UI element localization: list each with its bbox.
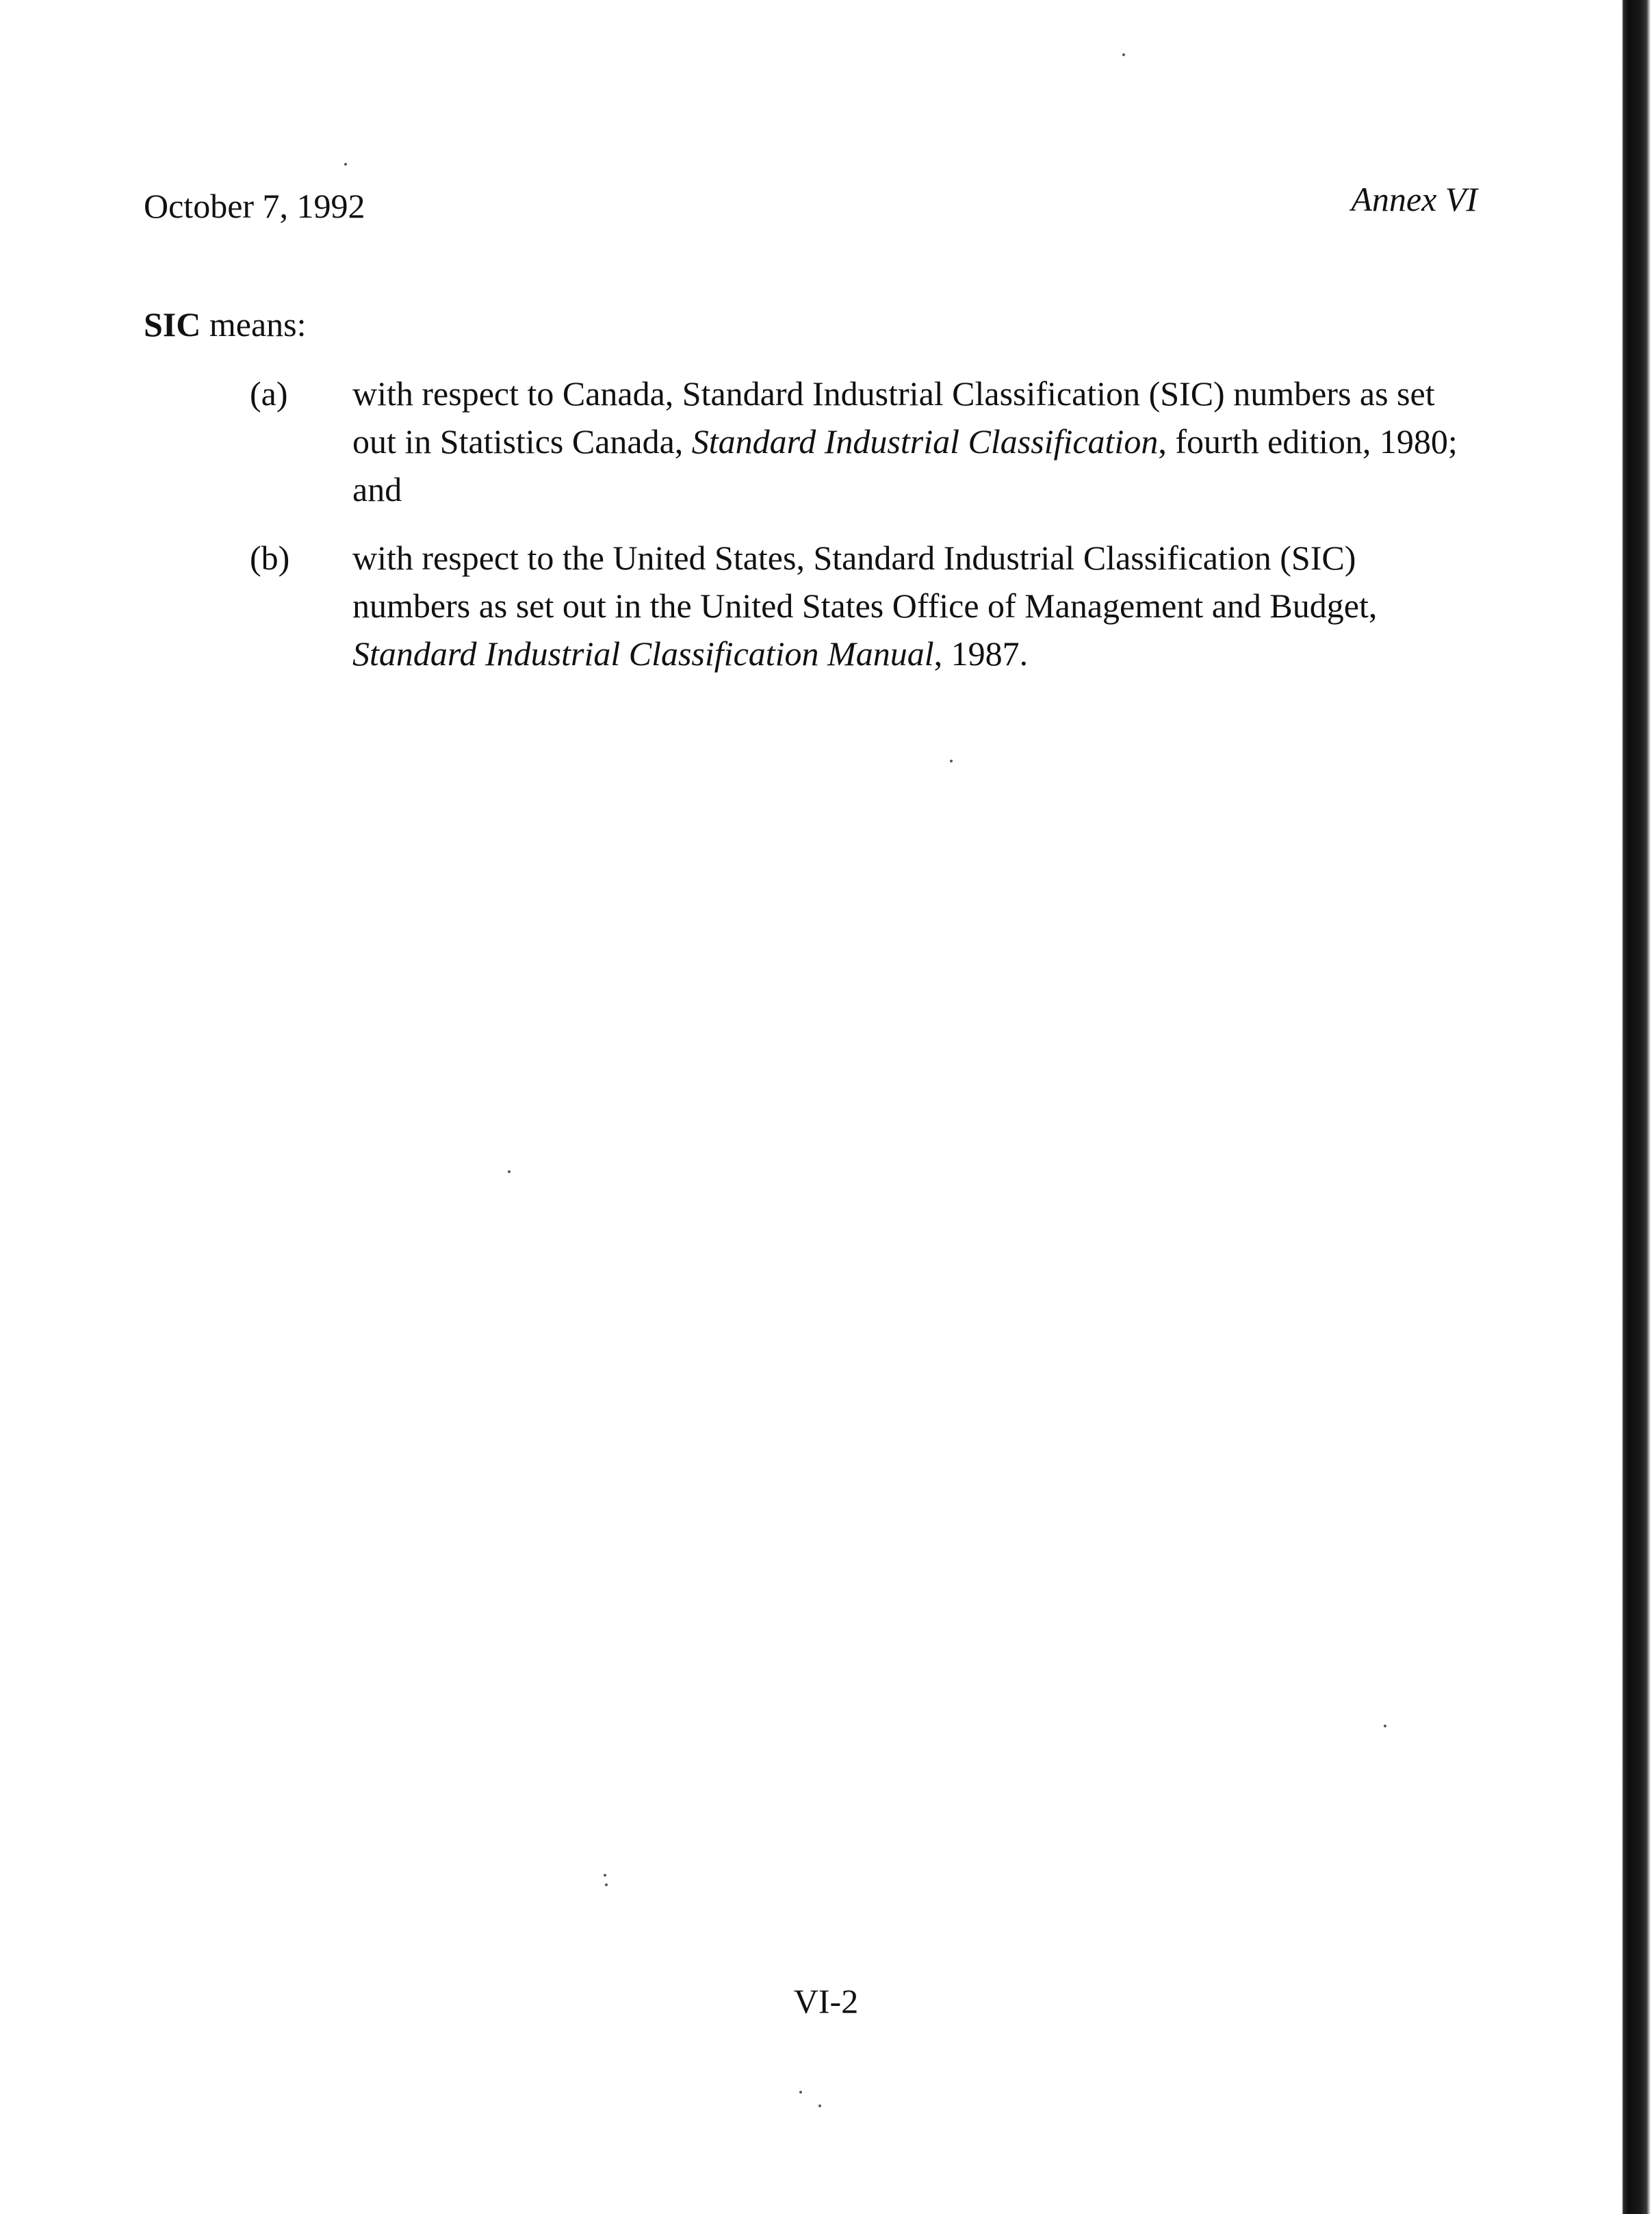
scan-speck bbox=[950, 760, 953, 762]
item-b-text-before: with respect to the United States, Standard Industrial Classification (SIC) numbers as set out in the United States Office of Management and Budget, bbox=[352, 539, 1378, 625]
item-a-text-before: with respect to Canada, Standard Industrial Classification (SIC) numbers as set out in Statistics Canada, bbox=[352, 374, 1435, 461]
annex-label: Annex VI bbox=[1351, 180, 1477, 218]
item-text-a bbox=[352, 370, 1478, 513]
item-text-b bbox=[352, 534, 1478, 678]
item-b-text-after: , 1987. bbox=[933, 634, 1029, 673]
scan-speck bbox=[799, 2091, 802, 2094]
item-a-publication-title: Standard Industrial Classification bbox=[691, 422, 1159, 461]
scan-speck bbox=[605, 1883, 608, 1886]
scan-speck bbox=[1384, 1725, 1386, 1727]
item-a-text-after: , fourth edition, 1980; and bbox=[352, 422, 1458, 509]
item-marker-b: (b) bbox=[250, 539, 290, 577]
document-date: October 7, 1992 bbox=[144, 187, 365, 225]
scanned-binding-edge bbox=[1618, 0, 1652, 2214]
scan-speck bbox=[818, 2104, 821, 2107]
item-b-publication-title: Standard Industrial Classification Manual bbox=[352, 634, 934, 673]
page-number: VI-2 bbox=[793, 1982, 859, 2020]
definition-heading bbox=[144, 305, 307, 344]
item-marker-a: (a) bbox=[250, 374, 288, 413]
defined-term: SIC bbox=[144, 305, 201, 344]
definition-intro: means: bbox=[201, 305, 307, 344]
scan-speck bbox=[508, 1170, 511, 1173]
scan-speck bbox=[344, 163, 347, 166]
scan-speck bbox=[604, 1874, 606, 1877]
scan-speck bbox=[1122, 53, 1125, 56]
